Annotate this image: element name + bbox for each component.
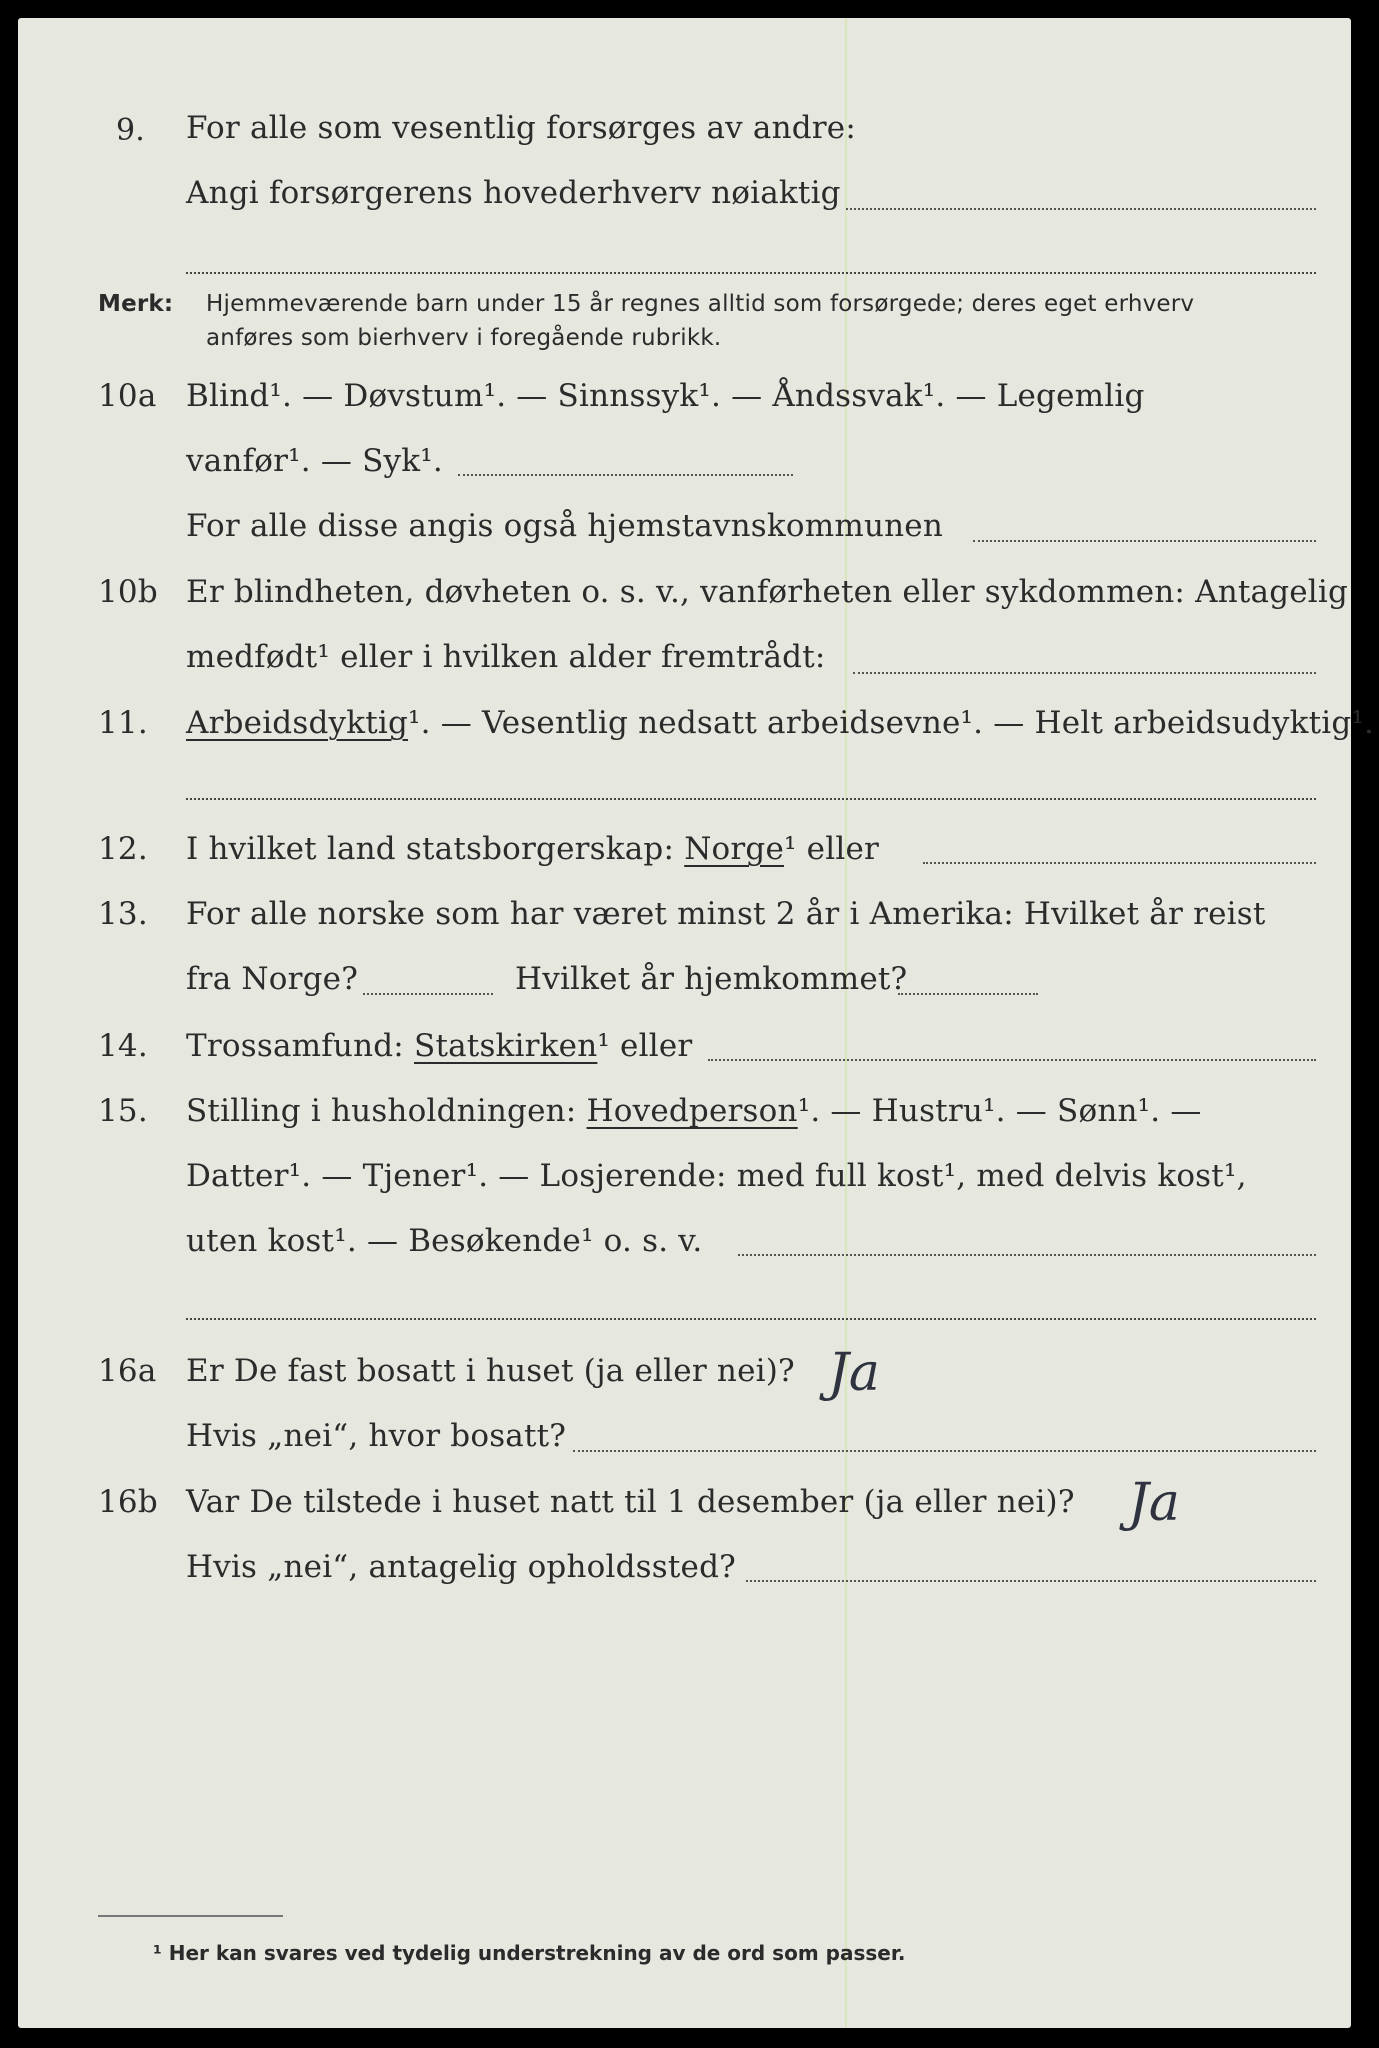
q10b-line1: Er blindheten, døvheten o. s. v., vanførheten eller sykdommen: Antagelig <box>186 574 1349 610</box>
q13-line1: For alle norske som har været minst 2 år i Amerika: Hvilket år reist <box>186 896 1266 932</box>
q10a-line2: vanfør¹. — Syk¹. <box>186 443 443 479</box>
q15-line3: uten kost¹. — Besøkende¹ o. s. v. <box>186 1223 703 1259</box>
footnote-rule <box>98 1915 283 1917</box>
q11-line <box>186 705 1374 741</box>
q16a-line2: Hvis „nei“, hvor bosatt? <box>186 1418 567 1454</box>
q14-number: 14. <box>98 1028 148 1064</box>
q13-number: 13. <box>98 896 148 932</box>
q11-answer-line[interactable] <box>186 798 1316 800</box>
q16b-answer-line[interactable] <box>746 1580 1316 1582</box>
form-page <box>18 18 1375 2028</box>
q16b-line1: Var De tilstede i huset natt til 1 desember (ja eller nei)? <box>186 1484 1075 1520</box>
q14-option-statskirken[interactable]: Statskirken <box>414 1028 598 1064</box>
q11-rest: ¹. — Vesentlig nedsatt arbeidsevne¹. — Helt arbeidsudyktig¹. <box>408 705 1375 741</box>
q16a-line1: Er De fast bosatt i huset (ja eller nei)? <box>186 1353 795 1389</box>
q15-option-hovedperson[interactable]: Hovedperson <box>586 1093 798 1129</box>
q16b-number: 16b <box>98 1484 158 1520</box>
q13-hjemkommet-line[interactable] <box>898 993 1038 995</box>
q10b-answer-line[interactable] <box>853 672 1316 674</box>
q10a-line3: For alle disse angis også hjemstavnskommunen <box>186 508 943 544</box>
q13-line2a: fra Norge? <box>186 961 359 997</box>
q12-answer-line[interactable] <box>923 862 1316 864</box>
merk-line1: Hjemmeværende barn under 15 år regnes alltid som forsørgede; deres eget erhverv <box>206 291 1195 317</box>
q14-answer-line[interactable] <box>708 1059 1316 1061</box>
q10b-line2: medfødt¹ eller i hvilken alder fremtrådt: <box>186 639 826 675</box>
q9-number: 9. <box>116 113 146 148</box>
q10a-hjemstavn-line[interactable] <box>973 540 1316 542</box>
merk-label: Merk: <box>98 291 174 317</box>
q10a-line1: Blind¹. — Døvstum¹. — Sinnssyk¹. — Åndssvak¹. — Legemlig <box>186 378 1145 414</box>
q16a-number: 16a <box>98 1353 157 1389</box>
q15-answer-line-2[interactable] <box>186 1318 1316 1320</box>
q14-line <box>186 1028 692 1064</box>
q9-line2: Angi forsørgerens hovederhverv nøiaktig <box>186 175 841 211</box>
q14-post: ¹ eller <box>597 1028 693 1064</box>
q10a-answer-line[interactable] <box>458 474 793 476</box>
q15-line1 <box>186 1093 1202 1129</box>
q16a-answer-line[interactable] <box>573 1450 1316 1452</box>
q12-number: 12. <box>98 831 148 867</box>
q13-line2b: Hvilket år hjemkommet? <box>515 961 908 997</box>
q11-number: 11. <box>98 705 148 741</box>
q15-post: ¹. — Hustru¹. — Sønn¹. — <box>797 1093 1202 1129</box>
q9-answer-line-2[interactable] <box>186 272 1316 274</box>
q16b-handwritten-answer: Ja <box>1128 1473 1180 1533</box>
q12-line <box>186 831 879 867</box>
q15-answer-line[interactable] <box>738 1254 1316 1256</box>
q10b-number: 10b <box>98 574 158 610</box>
q16a-handwritten-answer: Ja <box>828 1343 880 1403</box>
merk-line2: anføres som bierhverv i foregående rubrikk. <box>206 325 722 351</box>
footnote: ¹ Her kan svares ved tydelig understrekning av de ord som passer. <box>153 1941 906 1965</box>
q12-option-norge[interactable]: Norge <box>684 831 784 867</box>
q14-pre: Trossamfund: <box>186 1028 404 1064</box>
q9-line1: For alle som vesentlig forsørges av andre: <box>186 110 856 146</box>
q13-reist-line[interactable] <box>363 993 493 995</box>
q12-post: ¹ eller <box>784 831 880 867</box>
q15-pre: Stilling i husholdningen: <box>186 1093 577 1129</box>
fold-line <box>845 18 847 2028</box>
q12-pre: I hvilket land statsborgerskap: <box>186 831 675 867</box>
q9-answer-line[interactable] <box>846 208 1316 210</box>
q11-option-arbeidsdyktig[interactable]: Arbeidsdyktig <box>186 705 409 741</box>
q15-number: 15. <box>98 1093 148 1129</box>
q10a-number: 10a <box>98 378 157 414</box>
q16b-line2: Hvis „nei“, antagelig opholdssted? <box>186 1549 736 1585</box>
q15-line2: Datter¹. — Tjener¹. — Losjerende: med full kost¹, med delvis kost¹, <box>186 1158 1247 1194</box>
